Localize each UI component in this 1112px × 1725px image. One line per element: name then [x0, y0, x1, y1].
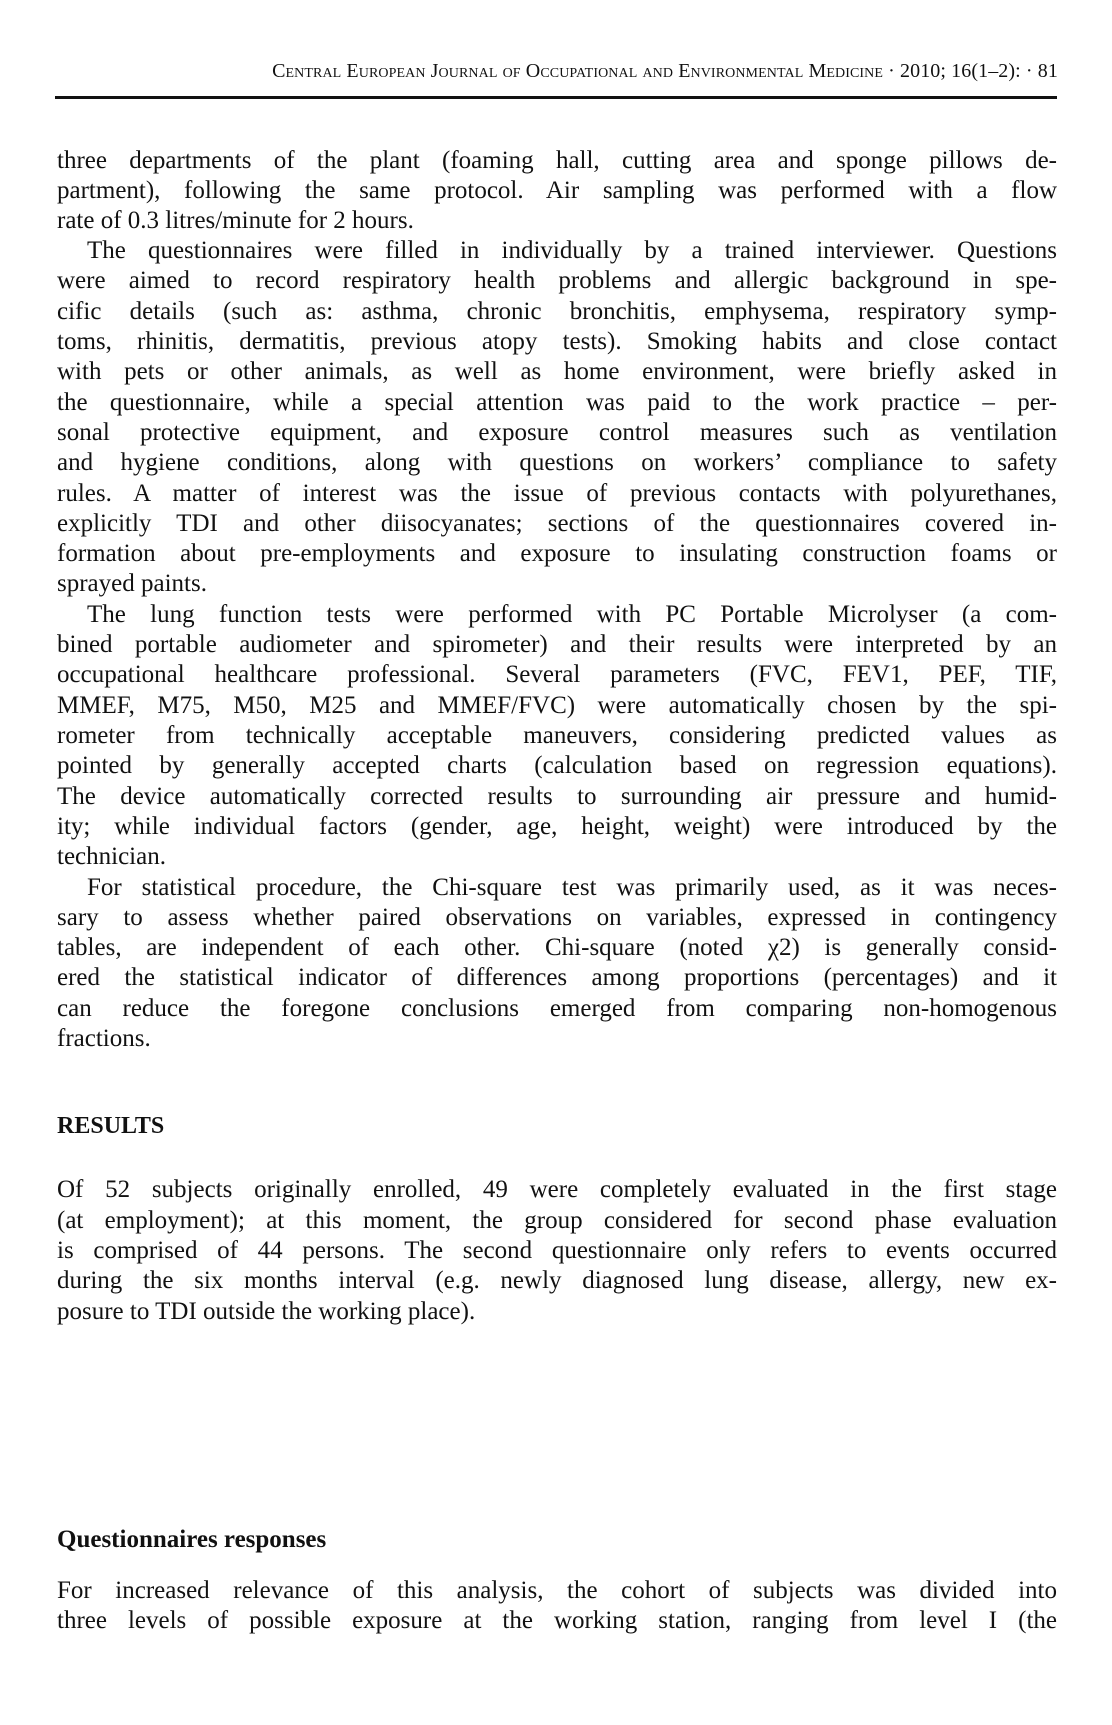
text-line: Of 52 subjects originally enrolled, 49 were completely evaluated in the first stage [57, 1176, 1057, 1203]
journal-title: Central European Journal of Occupational and Environmental Medicine [272, 60, 884, 82]
text-line: formation about pre-employments and exposure to insulating construction foams or [57, 540, 1057, 567]
text-line: three departments of the plant (foaming hall, cutting area and sponge pillows de- [57, 147, 1057, 174]
text-line: rate of 0.3 litres/minute for 2 hours. [57, 207, 414, 234]
text-line: technician. [57, 843, 166, 870]
text-line: ered the statistical indicator of differences among proportions (percentages) and it [57, 964, 1057, 991]
text-line: rules. A matter of interest was the issue of previous contacts with polyurethanes, [57, 480, 1057, 507]
text-line: sonal protective equipment, and exposure control measures such as ventilation [57, 419, 1057, 446]
text-line: The lung function tests were performed with PC Portable Microlyser (a com- [87, 601, 1057, 628]
citation: · 2010; 16(1–2): · 81 [883, 60, 1058, 82]
text-line: rometer from technically acceptable maneuvers, considering predicted values as [57, 722, 1057, 749]
text-line: toms, rhinitis, dermatitis, previous atopy tests). Smoking habits and close contact [57, 328, 1057, 355]
section-heading-results: RESULTS [57, 1113, 165, 1139]
text-line: For statistical procedure, the Chi-square test was primarily used, as it was neces- [87, 874, 1057, 901]
text-line: can reduce the foregone conclusions emerged from comparing non-homogenous [57, 995, 1057, 1022]
header-rule [55, 96, 1057, 99]
text-line: posure to TDI outside the working place). [57, 1298, 476, 1325]
text-line: bined portable audiometer and spirometer) and their results were interpreted by an [57, 631, 1057, 658]
text-line: fractions. [57, 1025, 151, 1052]
text-line: ity; while individual factors (gender, age, height, weight) were introduced by the [57, 813, 1057, 840]
text-line: three levels of possible exposure at the working station, ranging from level I (the [57, 1607, 1057, 1634]
text-line: explicitly TDI and other diisocyanates; sections of the questionnaires covered in- [57, 510, 1057, 537]
text-line: tables, are independent of each other. Chi-square (noted χ2) is generally consid- [57, 934, 1057, 961]
text-line: pointed by generally accepted charts (calculation based on regression equations). [57, 752, 1057, 779]
text-line: For increased relevance of this analysis, the cohort of subjects was divided into [57, 1577, 1057, 1604]
text-line: The questionnaires were filled in individually by a trained interviewer. Questions [87, 237, 1057, 264]
text-line: with pets or other animals, as well as home environment, were briefly asked in [57, 358, 1057, 385]
running-header [58, 60, 1058, 84]
text-line: MMEF, M75, M50, M25 and MMEF/FVC) were automatically chosen by the spi- [57, 692, 1057, 719]
text-line: sprayed paints. [57, 570, 207, 597]
text-line: The device automatically corrected results to surrounding air pressure and humid- [57, 783, 1057, 810]
text-line: partment), following the same protocol. Air sampling was performed with a flow [57, 177, 1057, 204]
text-line: sary to assess whether paired observations on variables, expressed in contingency [57, 904, 1057, 931]
text-line: cific details (such as: asthma, chronic bronchitis, emphysema, respiratory symp- [57, 298, 1057, 325]
text-line: during the six months interval (e.g. newly diagnosed lung disease, allergy, new ex- [57, 1267, 1057, 1294]
text-line: (at employment); at this moment, the group considered for second phase evaluation [57, 1207, 1057, 1234]
text-line: is comprised of 44 persons. The second questionnaire only refers to events occurred [57, 1237, 1057, 1264]
subsection-heading-questionnaires-responses: Questionnaires responses [57, 1526, 327, 1553]
text-line: and hygiene conditions, along with questions on workers’ compliance to safety [57, 449, 1057, 476]
text-line: the questionnaire, while a special attention was paid to the work practice – per- [57, 389, 1057, 416]
text-line: were aimed to record respiratory health problems and allergic background in spe- [57, 267, 1057, 294]
text-line: occupational healthcare professional. Several parameters (FVC, FEV1, PEF, TIF, [57, 661, 1057, 688]
